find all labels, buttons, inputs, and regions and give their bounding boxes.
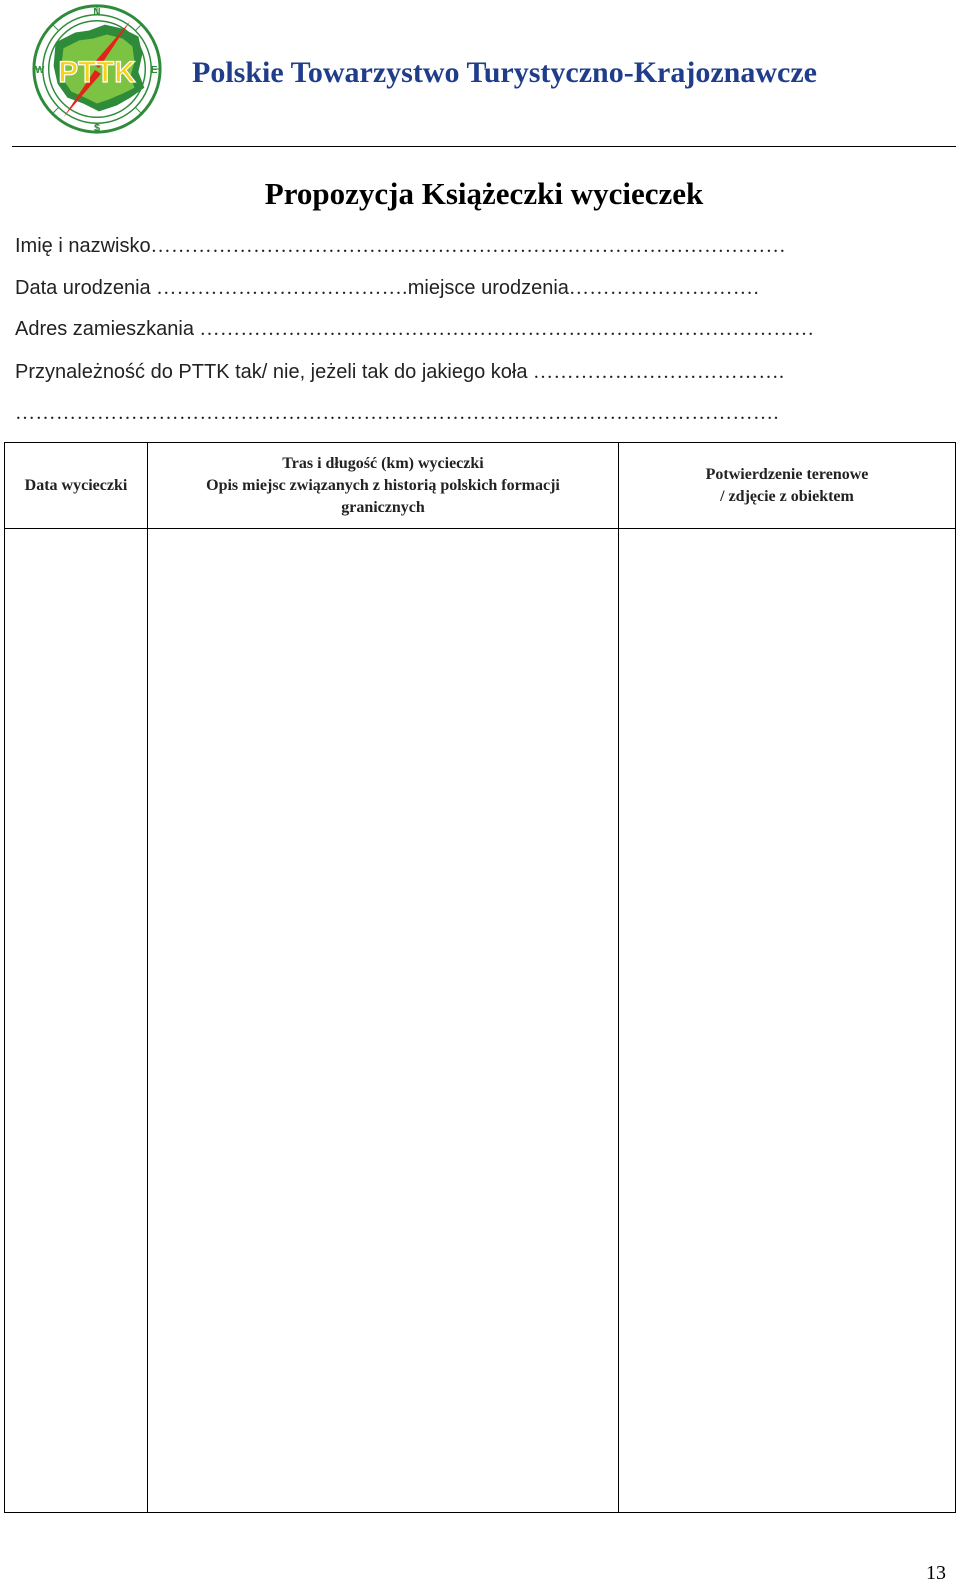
cell-confirmation[interactable] xyxy=(620,530,955,1512)
birth-date-label: Data urodzenia xyxy=(15,277,151,299)
header-route-line1: Tras i długość (km) wycieczki xyxy=(282,454,484,472)
page-number: 13 xyxy=(926,1562,946,1584)
logo-text: PTTK xyxy=(58,55,136,89)
address-dots[interactable]: ……………………………………………………………………………… xyxy=(199,318,815,340)
birthplace-dots[interactable]: ……………………… xyxy=(568,277,754,299)
header-route xyxy=(148,443,618,528)
header-trip-date xyxy=(5,443,147,528)
pttk-logo xyxy=(28,2,166,136)
name-field[interactable] xyxy=(15,235,786,258)
cell-trip-date[interactable] xyxy=(5,530,147,1512)
membership-field[interactable] xyxy=(15,361,785,384)
header-route-line3: granicznych xyxy=(341,498,425,516)
compass-w: W xyxy=(35,64,45,76)
header-divider xyxy=(12,146,956,147)
header-trip-date-text: Data wycieczki xyxy=(24,476,128,494)
table-header-divider xyxy=(5,528,955,529)
address-label: Adres zamieszkania xyxy=(15,318,194,340)
header-route-line2: Opis miejsc związanych z historią polskich formacji xyxy=(206,476,560,494)
trip-table xyxy=(4,442,956,1513)
compass-s: S xyxy=(93,123,101,135)
birthplace-label: miejsce urodzenia xyxy=(407,277,569,299)
organization-name: Polskie Towarzystwo Turystyczno-Krajoznawcze xyxy=(192,56,817,89)
address-field[interactable] xyxy=(15,318,815,341)
page-title xyxy=(0,176,960,212)
compass-e: E xyxy=(150,64,158,76)
header-confirmation xyxy=(619,443,955,528)
cell-route-description[interactable] xyxy=(149,530,618,1512)
membership-dots[interactable]: ………………………………. xyxy=(533,361,785,383)
page-title-text: Propozycja Książeczki wycieczek xyxy=(264,176,704,211)
membership-extra-field[interactable] xyxy=(15,402,779,425)
membership-label: Przynależność do PTTK tak/ nie, jeżeli tak do jakiego koła xyxy=(15,361,528,383)
name-dots[interactable]: ………………………………………………………………………………… xyxy=(150,235,787,257)
birthplace-end: . xyxy=(753,277,759,299)
header-confirmation-line2: / zdjęcie z obiektem xyxy=(720,487,854,505)
birth-date-dots[interactable]: ………………………………. xyxy=(156,277,408,299)
header-confirmation-line1: Potwierdzenie terenowe xyxy=(705,465,869,483)
table-divider-2 xyxy=(618,443,619,1512)
birth-field[interactable] xyxy=(15,277,759,300)
table-divider-1 xyxy=(147,443,148,1512)
name-label: Imię i nazwisko xyxy=(15,235,151,257)
compass-n: N xyxy=(93,6,101,18)
membership-extra-dots[interactable]: …………………………………………………………………………………………………. xyxy=(15,402,779,424)
